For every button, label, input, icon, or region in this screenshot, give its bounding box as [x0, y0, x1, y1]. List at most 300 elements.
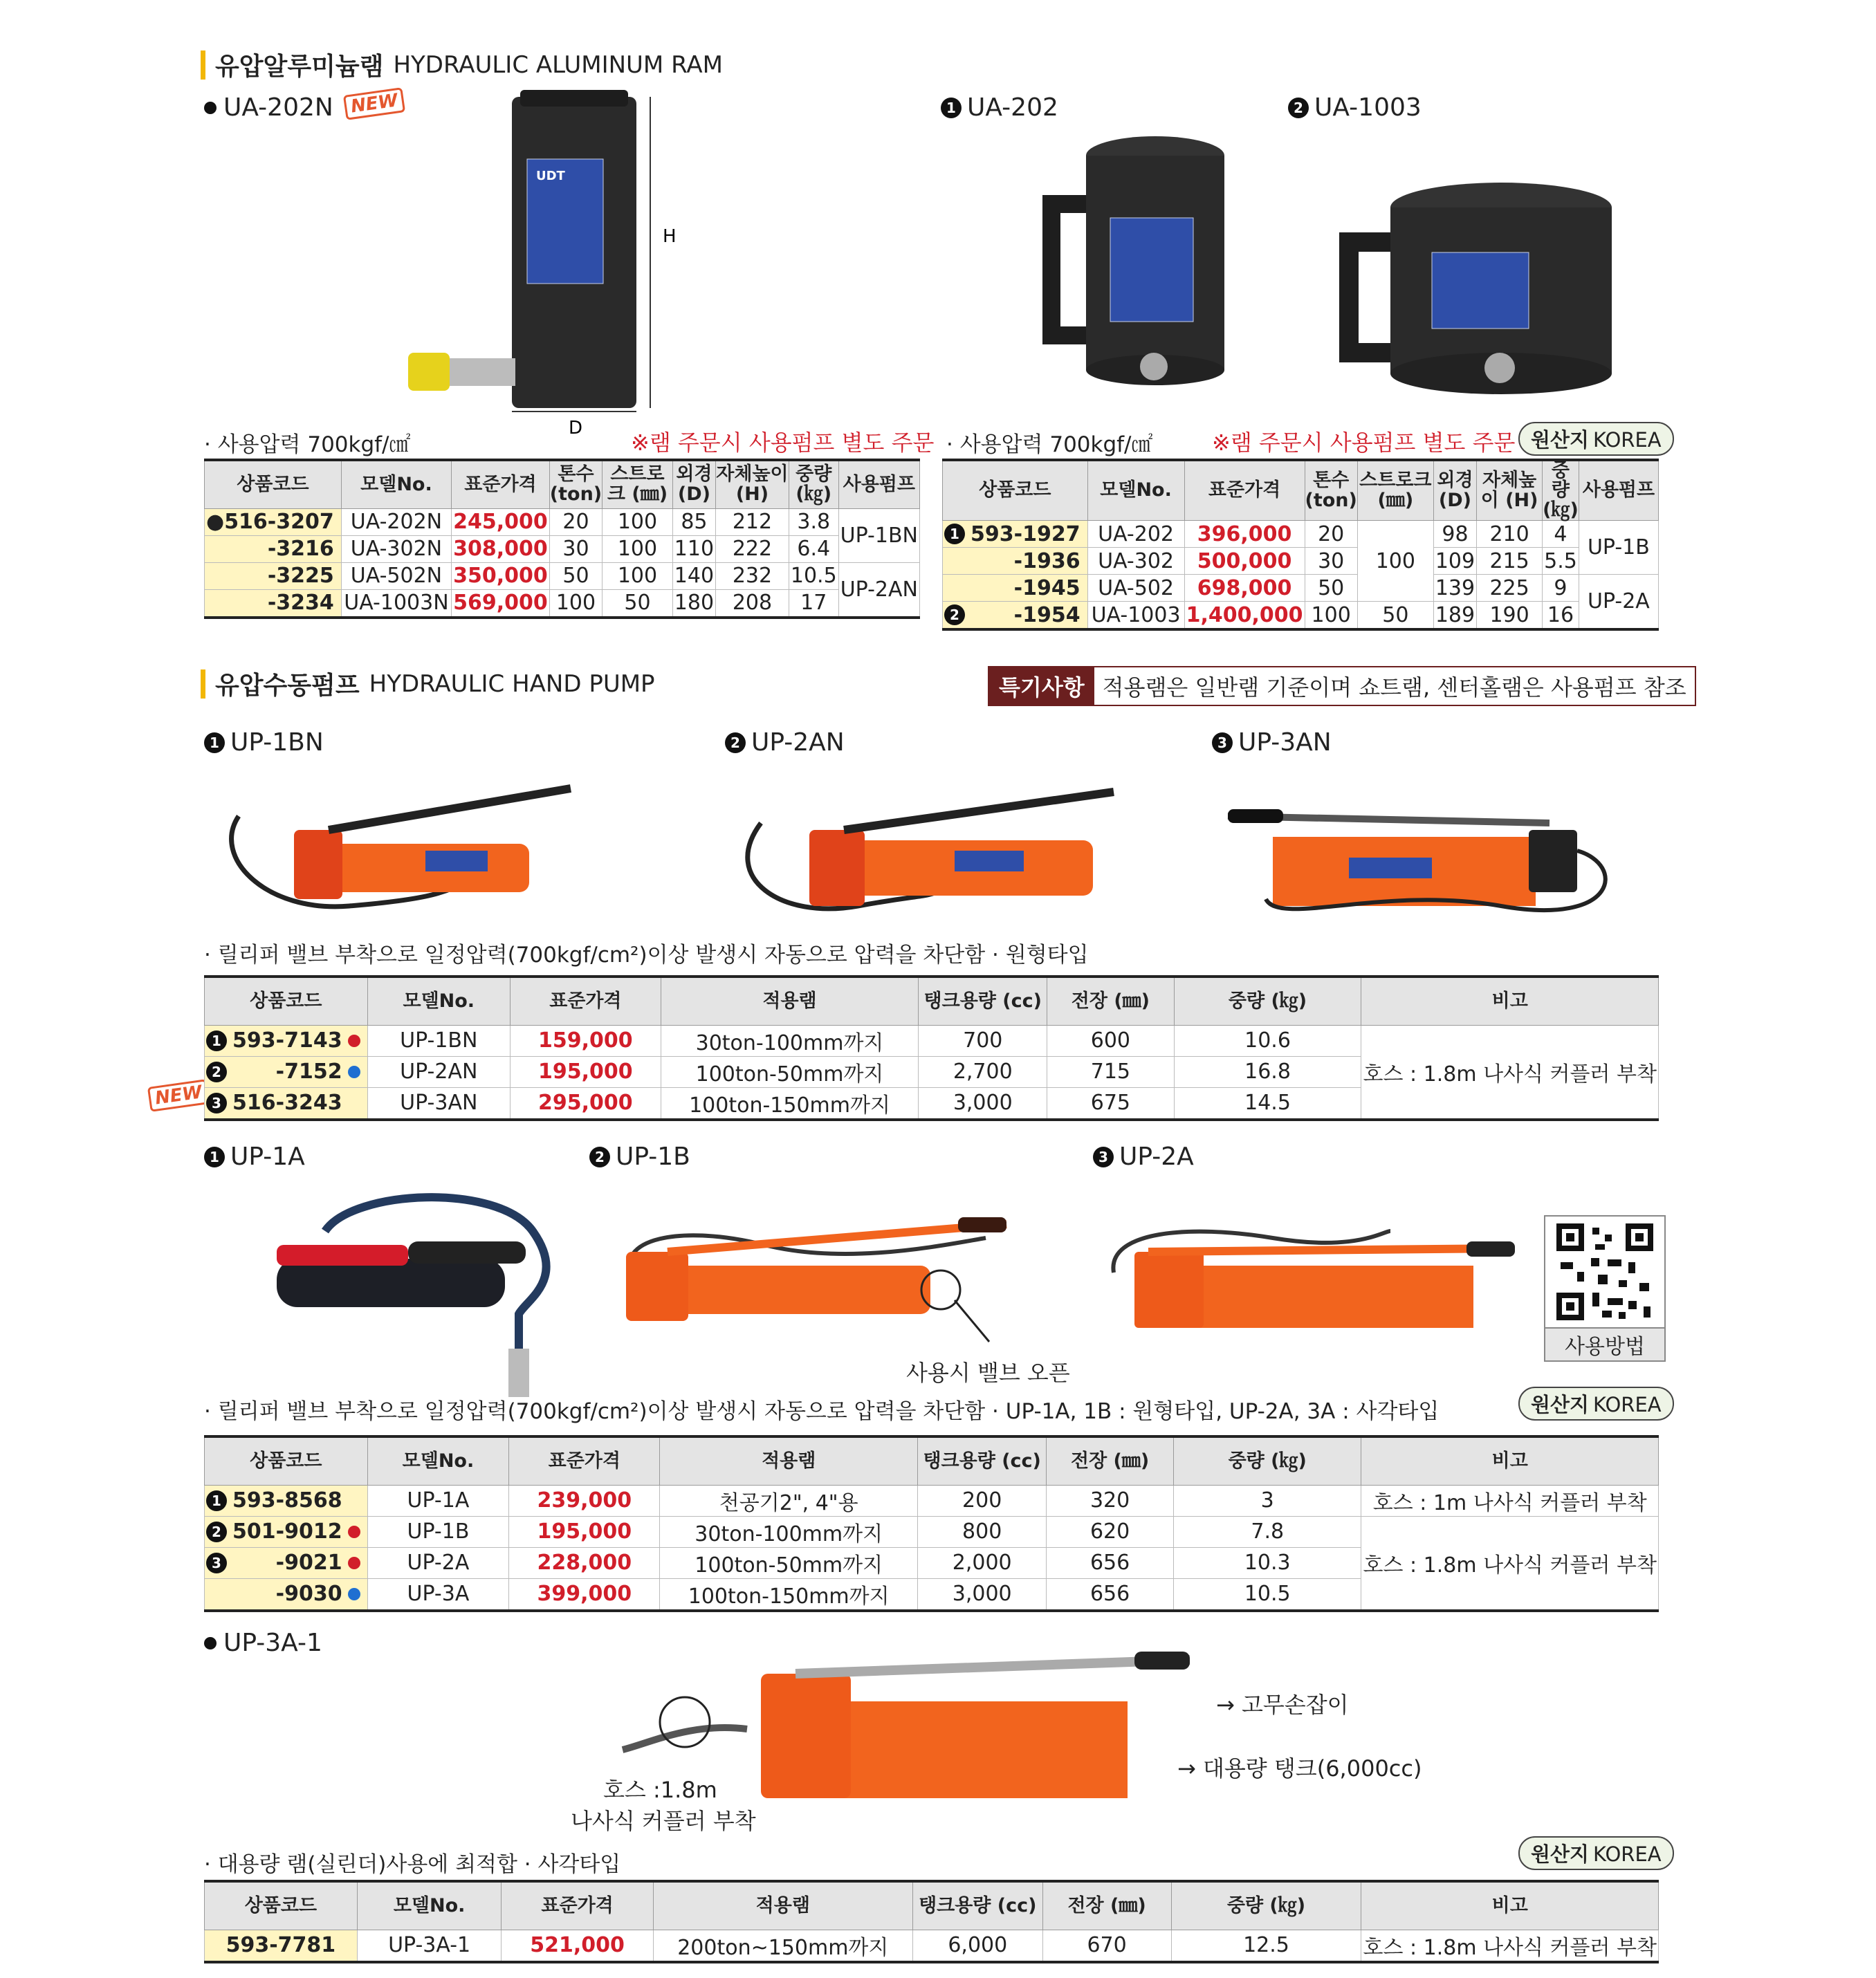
table-header-row	[205, 977, 1659, 1025]
hose-callout-circle	[660, 1697, 710, 1747]
applicable-ram: 100ton-150mm까지	[660, 1578, 918, 1611]
applicable-ram: 100ton-50mm까지	[660, 1547, 918, 1578]
product-name: UA-1003	[1314, 93, 1422, 122]
code-text: -7152	[275, 1060, 342, 1084]
length: 675	[1047, 1087, 1174, 1120]
pump-handle	[329, 788, 571, 830]
col-header: 적용램	[661, 977, 919, 1025]
pump-cylinder	[277, 1259, 505, 1307]
applicable-ram: 100ton-50mm까지	[661, 1056, 919, 1087]
red-dot-icon	[348, 1526, 360, 1538]
pump-section-title	[201, 666, 655, 701]
red-dot-icon	[348, 1035, 360, 1047]
coupler-port	[1484, 353, 1515, 383]
blue-dot-icon	[348, 1588, 360, 1600]
grip-callout: → 고무손잡이	[1216, 1692, 1349, 1718]
table-row	[205, 562, 920, 589]
relief-valve-note-2: · 릴리퍼 밸브 부착으로 일정압력(700kgf/cm²)이상 발생시 자동으로 압력을 차단함 · UP-1A, 1B : 원형타입, UP-2A, 3A : 사각타입	[204, 1399, 1440, 1424]
rubber-grip	[1134, 1652, 1190, 1670]
col-header: 톤수 (ton)	[1305, 460, 1357, 521]
coupler-cap	[408, 353, 450, 391]
model-no: UA-302	[1087, 548, 1184, 575]
product-label-ua-202n	[204, 93, 333, 122]
col-header: 상품코드	[943, 460, 1088, 521]
bullet-dot-icon: ●	[206, 510, 225, 534]
new-badge: NEW	[147, 1079, 210, 1112]
pump-table-2	[204, 1435, 1659, 1612]
ram-top	[520, 90, 628, 107]
price: 500,000	[1184, 548, 1305, 575]
weight: 3	[1173, 1485, 1361, 1516]
pump-table-3	[204, 1880, 1659, 1963]
pump-handle	[1148, 1248, 1508, 1252]
origin-value: KOREA	[1593, 1842, 1662, 1866]
remark: 호스 : 1.8m 나사식 커플러 부착	[1361, 1025, 1659, 1120]
tank-capacity: 200	[918, 1485, 1047, 1516]
coupler-port	[1140, 353, 1168, 380]
tonnage: 20	[1305, 521, 1357, 548]
col-header: 비고	[1361, 1436, 1659, 1485]
table-row	[205, 589, 920, 618]
rubber-grip	[1228, 809, 1283, 823]
pump-warning-right: ※램 주문시 사용펌프 별도 주문	[1212, 429, 1516, 456]
model-no: UP-3A-1	[357, 1930, 502, 1962]
code-text: -9021	[275, 1551, 342, 1575]
pump-label	[425, 851, 488, 871]
model-no: UP-3AN	[367, 1087, 510, 1120]
model-no: UP-2A	[367, 1547, 509, 1578]
pump-label	[1349, 858, 1432, 878]
table-row	[205, 1025, 1659, 1056]
number-1-icon: 1	[204, 732, 225, 753]
ram-section-title	[201, 47, 723, 82]
applicable-ram: 천공기2", 4"용	[660, 1485, 918, 1516]
red-handle	[277, 1245, 408, 1266]
code-text: -1954	[1013, 602, 1080, 627]
tonnage: 30	[549, 535, 602, 562]
outer-diameter: 98	[1433, 521, 1476, 548]
special-note-key: 특기사항	[989, 667, 1094, 705]
bullet-dot-icon	[204, 102, 217, 114]
table-row	[205, 508, 920, 535]
table-row	[205, 1516, 1659, 1547]
price: 396,000	[1184, 521, 1305, 548]
ram-handle	[1051, 204, 1086, 335]
product-code: -3225	[205, 562, 342, 589]
coupler-fitting	[450, 358, 515, 386]
price: 350,000	[452, 562, 550, 589]
qr-code-icon	[1556, 1223, 1653, 1320]
height: 190	[1477, 602, 1543, 630]
applicable-ram: 100ton-150mm까지	[661, 1087, 919, 1120]
number-2-icon: 2	[206, 1062, 227, 1082]
col-header: 모델No.	[357, 1881, 502, 1930]
pump-model: UP-2A	[1579, 575, 1658, 630]
pump-head	[294, 830, 342, 899]
col-header: 중량 (㎏)	[1173, 1436, 1361, 1485]
height: 212	[716, 508, 789, 535]
model-no: UP-3A	[367, 1578, 509, 1611]
product-code	[943, 602, 1088, 630]
number-1-icon: 1	[941, 98, 962, 118]
product-label-up-3a-1	[204, 1629, 322, 1657]
special-note-value: 적용램은 일반램 기준이며 쇼트램, 센터홀램은 사용펌프 참조	[1102, 674, 1686, 701]
up-1bn-pump-image	[211, 775, 585, 927]
table-row	[205, 1930, 1659, 1962]
red-dot-icon	[348, 1557, 360, 1569]
product-label-up-1b	[589, 1143, 690, 1171]
weight: 10.5	[1173, 1578, 1361, 1611]
product-code: -1945	[943, 575, 1088, 602]
tonnage: 100	[549, 589, 602, 618]
model-no: UP-2AN	[367, 1056, 510, 1087]
product-name: UP-1A	[230, 1143, 305, 1171]
tank-capacity: 6,000	[912, 1930, 1042, 1962]
ram-table-left	[204, 459, 920, 619]
table-row	[943, 548, 1659, 575]
tank-callout-text: 대용량 탱크(6,000cc)	[1202, 1755, 1422, 1782]
pump-head	[1134, 1252, 1204, 1328]
weight: 10.5	[789, 562, 838, 589]
tonnage: 30	[1305, 548, 1357, 575]
pump-label	[955, 851, 1024, 871]
number-2-icon: 2	[944, 604, 965, 625]
ua-202-ram-image	[1038, 135, 1231, 398]
number-3-icon: 3	[1212, 732, 1233, 753]
pressure-note-right: · 사용압력 700kgf/㎠	[946, 432, 1153, 457]
col-header: 자체높이 (H)	[1477, 460, 1543, 521]
col-header: 모델No.	[367, 977, 510, 1025]
table-header-row	[205, 1881, 1659, 1930]
length: 620	[1047, 1516, 1174, 1547]
dim-h-label: H	[663, 226, 677, 247]
tank-capacity: 2,000	[918, 1547, 1047, 1578]
valve-open-callout: 사용시 밸브 오픈	[906, 1360, 1070, 1386]
price: 195,000	[511, 1056, 661, 1087]
blue-dot-icon	[348, 1066, 360, 1078]
length: 320	[1047, 1485, 1174, 1516]
hose-callout-line2: 나사식 커플러 부착	[571, 1808, 756, 1834]
number-3-icon: 3	[206, 1093, 227, 1113]
price: 228,000	[509, 1547, 660, 1578]
weight: 10.6	[1174, 1025, 1361, 1056]
pump-title-ko: 유압수동펌프	[215, 672, 360, 700]
product-code	[943, 521, 1088, 548]
title-accent-bar	[201, 50, 205, 80]
col-header: 사용펌프	[838, 460, 919, 508]
length: 600	[1047, 1025, 1174, 1056]
product-name: UP-3A-1	[223, 1629, 322, 1657]
col-header: 표준가격	[509, 1436, 660, 1485]
tank-callout: → 대용량 탱크(6,000cc)	[1177, 1755, 1422, 1782]
col-header: 상품코드	[205, 977, 368, 1025]
tank-capacity: 3,000	[919, 1087, 1047, 1120]
rubber-grip	[1466, 1241, 1515, 1257]
ram-handle	[1349, 242, 1390, 353]
origin-key: 원산지	[1531, 1393, 1590, 1416]
large-ram-note: · 대용량 램(실린더)사용에 최적합 · 사각타입	[204, 1852, 621, 1877]
table-header-row	[205, 1436, 1659, 1485]
weight: 14.5	[1174, 1087, 1361, 1120]
outer-diameter: 110	[672, 535, 715, 562]
outer-diameter: 140	[672, 562, 715, 589]
outer-diameter: 189	[1433, 602, 1476, 630]
remark: 호스 : 1.8m 나사식 커플러 부착	[1361, 1930, 1659, 1962]
length: 656	[1047, 1578, 1174, 1611]
product-name: UA-202N	[223, 93, 333, 122]
product-name: UP-2A	[1119, 1143, 1194, 1171]
price: 1,400,000	[1184, 602, 1305, 630]
special-note-box	[988, 666, 1696, 706]
tank-capacity: 3,000	[918, 1578, 1047, 1611]
col-header: 중량 (㎏)	[1171, 1881, 1361, 1930]
model-no: UP-1A	[367, 1485, 509, 1516]
coupler-fitting	[508, 1349, 529, 1397]
weight: 9	[1543, 575, 1579, 602]
col-header: 톤수 (ton)	[549, 460, 602, 508]
weight: 10.3	[1173, 1547, 1361, 1578]
height: 222	[716, 535, 789, 562]
ram-label-plate	[1110, 218, 1193, 322]
product-code	[205, 1516, 368, 1547]
product-name: UA-202	[967, 93, 1058, 122]
origin-badge-pump	[1518, 1387, 1674, 1421]
pump-handle	[844, 792, 1114, 830]
ram-label-plate	[1432, 252, 1529, 329]
qr-code-box[interactable]	[1544, 1215, 1666, 1362]
price: 159,000	[511, 1025, 661, 1056]
price: 698,000	[1184, 575, 1305, 602]
height: 208	[716, 589, 789, 618]
table-row	[943, 575, 1659, 602]
pump-model: UP-1BN	[838, 508, 919, 562]
product-label-up-1bn	[204, 728, 324, 757]
up-1b-pump-image	[598, 1203, 1013, 1369]
length: 670	[1042, 1930, 1171, 1962]
col-header: 외경 (D)	[672, 460, 715, 508]
weight: 17	[789, 589, 838, 618]
qr-usage-label: 사용방법	[1545, 1327, 1664, 1360]
height: 225	[1477, 575, 1543, 602]
product-label-up-2an	[725, 728, 845, 757]
col-header: 중량 (㎏)	[1174, 977, 1361, 1025]
price: 239,000	[509, 1485, 660, 1516]
code-text: -9030	[275, 1582, 342, 1606]
remark: 호스 : 1m 나사식 커플러 부착	[1361, 1485, 1659, 1516]
product-label-up-1a	[204, 1143, 305, 1171]
number-2-icon: 2	[589, 1147, 610, 1167]
code-text: 593-7143	[232, 1028, 342, 1053]
col-header: 전장 (㎜)	[1047, 1436, 1174, 1485]
stroke: 50	[1357, 602, 1433, 630]
applicable-ram: 30ton-100mm까지	[660, 1516, 918, 1547]
col-header: 전장 (㎜)	[1042, 1881, 1171, 1930]
col-header: 외경 (D)	[1433, 460, 1476, 521]
col-header: 탱크용량 (cc)	[919, 977, 1047, 1025]
outer-diameter: 180	[672, 589, 715, 618]
product-label-up-2a	[1093, 1143, 1194, 1171]
product-code	[205, 1056, 368, 1087]
pump-model: UP-1B	[1579, 521, 1658, 575]
col-header: 표준가격	[452, 460, 550, 508]
up-1a-pump-image	[270, 1176, 560, 1404]
col-header: 모델No.	[367, 1436, 509, 1485]
tonnage: 20	[549, 508, 602, 535]
product-code: -3234	[205, 589, 342, 618]
length: 656	[1047, 1547, 1174, 1578]
col-header: 비고	[1361, 977, 1659, 1025]
price: 295,000	[511, 1087, 661, 1120]
price: 195,000	[509, 1516, 660, 1547]
relief-valve-note-1: · 릴리퍼 밸브 부착으로 일정압력(700kgf/cm²)이상 발생시 자동으로 압력을 차단함 · 원형타입	[204, 943, 1089, 968]
udt-logo-text: UDT	[536, 169, 565, 183]
new-badge: NEW	[343, 87, 405, 120]
col-header: 적용램	[653, 1881, 912, 1930]
table-row	[943, 602, 1659, 630]
weight: 7.8	[1173, 1516, 1361, 1547]
stroke: 100	[603, 508, 673, 535]
weight: 6.4	[789, 535, 838, 562]
origin-value: KOREA	[1593, 1393, 1662, 1416]
pump-tank	[1197, 1266, 1473, 1328]
code-text: 516-3207	[224, 510, 334, 534]
outer-diameter: 85	[672, 508, 715, 535]
model-no: UA-1003N	[341, 589, 451, 618]
rubber-grip	[958, 1217, 1006, 1232]
product-code	[205, 1485, 368, 1516]
product-code: -1936	[943, 548, 1088, 575]
price: 399,000	[509, 1578, 660, 1611]
height: 232	[716, 562, 789, 589]
code-text: 593-1927	[971, 521, 1080, 546]
weight: 16	[1543, 602, 1579, 630]
price: 521,000	[502, 1930, 653, 1962]
tank-capacity: 700	[919, 1025, 1047, 1056]
rubber-grip	[408, 1241, 526, 1264]
weight: 5.5	[1543, 548, 1579, 575]
origin-key: 원산지	[1531, 1842, 1590, 1866]
bullet-dot-icon	[204, 1637, 217, 1649]
col-header: 스트로크 (㎜)	[603, 460, 673, 508]
product-label-up-3an	[1212, 728, 1332, 757]
col-header: 중량 (㎏)	[1543, 460, 1579, 521]
col-header: 모델No.	[1087, 460, 1184, 521]
col-header: 상품코드	[205, 460, 342, 508]
code-text: 593-8568	[232, 1488, 342, 1513]
pump-tank	[837, 1701, 1128, 1798]
product-name: UP-1B	[616, 1143, 690, 1171]
length: 715	[1047, 1056, 1174, 1087]
pump-head	[626, 1252, 688, 1321]
number-2-icon: 2	[206, 1522, 227, 1542]
callout-line	[955, 1300, 989, 1342]
col-header: 표준가격	[511, 977, 661, 1025]
number-3-icon: 3	[1093, 1147, 1114, 1167]
outer-diameter: 109	[1433, 548, 1476, 575]
product-code	[205, 1025, 368, 1056]
model-no: UA-1003	[1087, 602, 1184, 630]
pump-head	[1529, 830, 1577, 892]
pump-model: UP-2AN	[838, 562, 919, 618]
number-1-icon: 1	[206, 1030, 227, 1051]
outer-diameter: 139	[1433, 575, 1476, 602]
title-accent-bar	[201, 669, 205, 699]
tank-capacity: 2,700	[919, 1056, 1047, 1087]
stroke: 50	[603, 589, 673, 618]
tonnage: 100	[1305, 602, 1357, 630]
product-code	[205, 1578, 368, 1611]
up-2a-pump-image	[1093, 1210, 1522, 1349]
model-no: UA-202N	[341, 508, 451, 535]
col-header: 상품코드	[205, 1436, 368, 1485]
origin-badge-up3a1	[1518, 1836, 1674, 1870]
tank-capacity: 800	[918, 1516, 1047, 1547]
number-1-icon: 1	[206, 1490, 227, 1511]
weight: 4	[1543, 521, 1579, 548]
origin-value: KOREA	[1593, 428, 1662, 452]
col-header: 전장 (㎜)	[1047, 977, 1174, 1025]
model-no: UA-202	[1087, 521, 1184, 548]
weight: 12.5	[1171, 1930, 1361, 1962]
col-header: 적용램	[660, 1436, 918, 1485]
col-header: 표준가격	[502, 1881, 653, 1930]
price: 569,000	[452, 589, 550, 618]
height: 210	[1477, 521, 1543, 548]
model-no: UA-502N	[341, 562, 451, 589]
ram-title-en: HYDRAULIC ALUMINUM RAM	[393, 50, 723, 79]
up-2an-pump-image	[719, 775, 1121, 927]
table-header-row	[943, 460, 1659, 521]
pump-table-1	[204, 975, 1659, 1121]
model-no: UA-302N	[341, 535, 451, 562]
product-code	[205, 1087, 368, 1120]
product-name: UP-1BN	[230, 728, 324, 757]
product-label-ua-1003	[1288, 93, 1422, 122]
col-header: 중량 (㎏)	[789, 460, 838, 508]
col-header: 스트로크 (㎜)	[1357, 460, 1433, 521]
col-header: 상품코드	[205, 1881, 358, 1930]
code-text: 516-3243	[232, 1091, 342, 1115]
origin-key: 원산지	[1531, 428, 1590, 452]
pump-head	[809, 830, 865, 906]
weight: 3.8	[789, 508, 838, 535]
number-1-icon: 1	[944, 524, 965, 544]
number-2-icon: 2	[1288, 98, 1309, 118]
weight: 16.8	[1174, 1056, 1361, 1087]
col-header: 비고	[1361, 1881, 1659, 1930]
price: 245,000	[452, 508, 550, 535]
code-text: 501-9012	[232, 1519, 342, 1544]
col-header: 표준가격	[1184, 460, 1305, 521]
ua-1003-ram-image	[1335, 180, 1626, 408]
dim-d-label: D	[569, 418, 583, 436]
product-code	[205, 1547, 368, 1578]
product-label-ua-202	[941, 93, 1058, 122]
product-code	[205, 508, 342, 535]
number-2-icon: 2	[725, 732, 746, 753]
stroke: 100	[1357, 521, 1433, 602]
pump-title-en: HYDRAULIC HAND PUMP	[369, 669, 655, 698]
pump-warning-left: ※램 주문시 사용펌프 별도 주문	[631, 429, 935, 456]
col-header: 자체높이 (H)	[716, 460, 789, 508]
col-header: 탱크용량 (cc)	[912, 1881, 1042, 1930]
model-no: UA-502	[1087, 575, 1184, 602]
product-name: UP-3AN	[1238, 728, 1332, 757]
table-row	[205, 535, 920, 562]
table-row	[205, 1485, 1659, 1516]
product-code: 593-7781	[205, 1930, 358, 1962]
product-name: UP-2AN	[751, 728, 845, 757]
